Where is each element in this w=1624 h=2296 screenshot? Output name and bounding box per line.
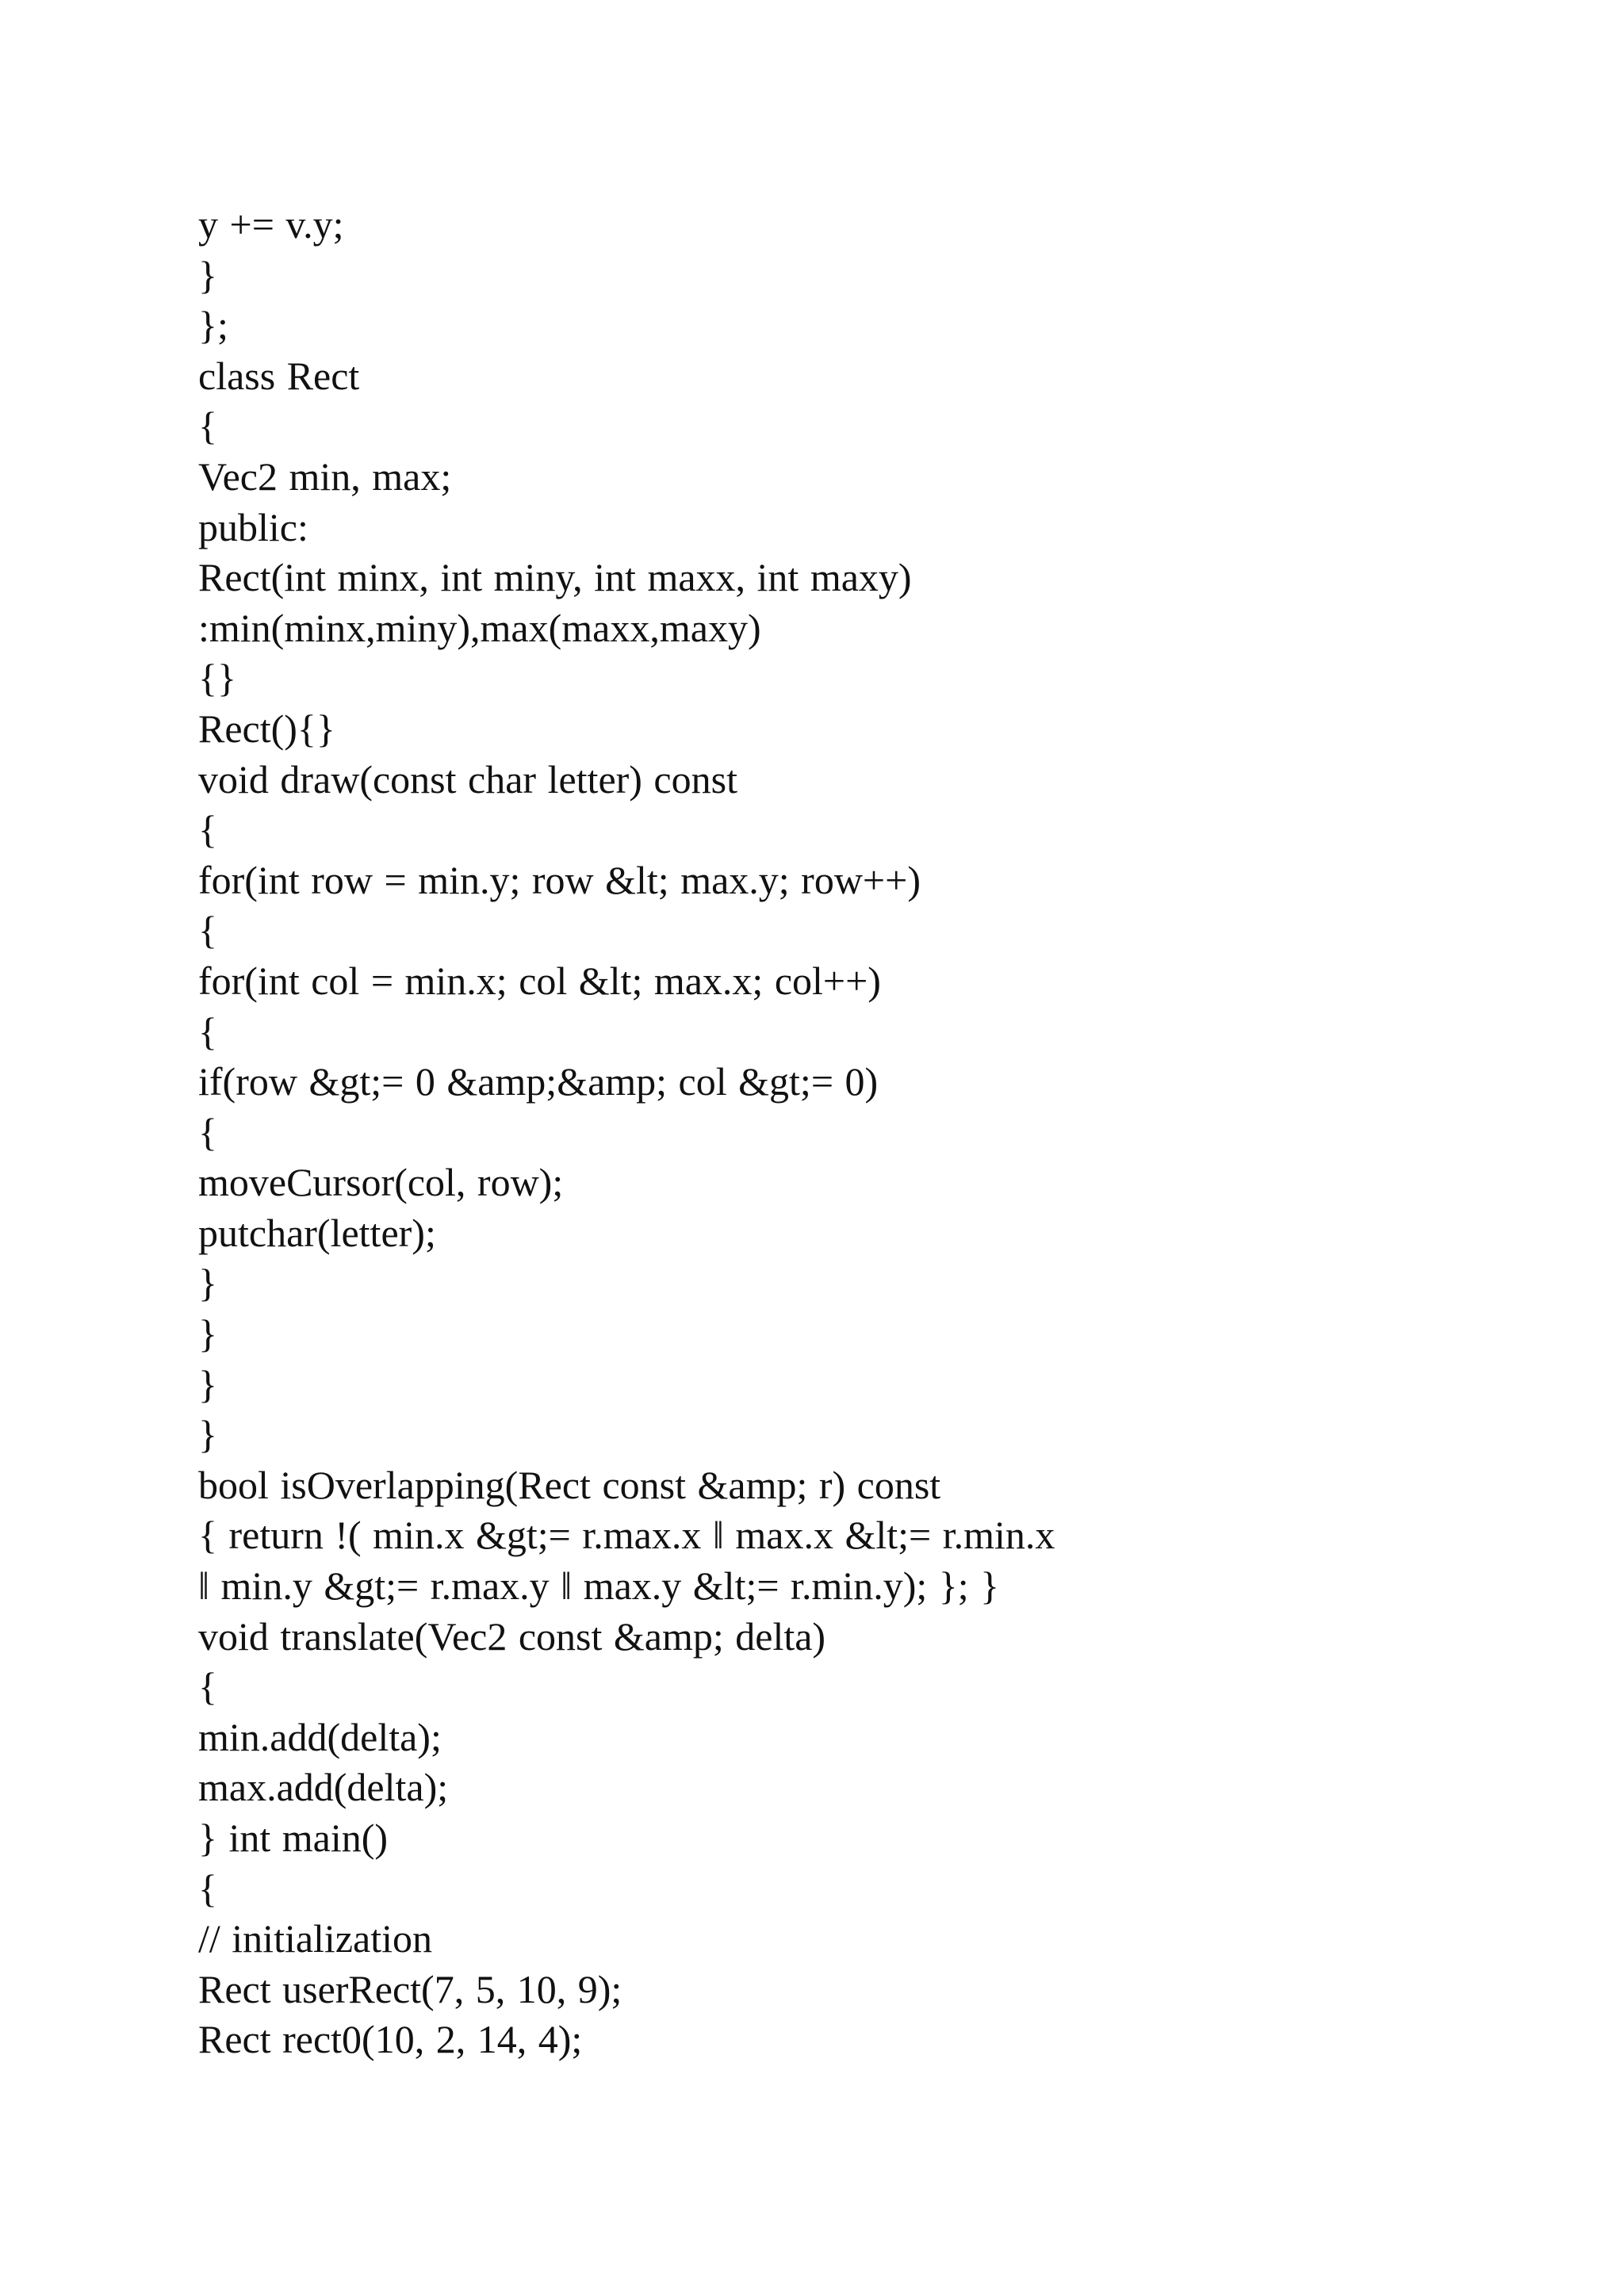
code-line: }	[198, 1311, 217, 1357]
code-line: {	[198, 1866, 217, 1911]
code-line: { return !( min.x &gt;= r.max.x ‖ max.x &lt;= r.min.x	[198, 1513, 1055, 1558]
code-line: {	[198, 1109, 217, 1154]
code-line: {}	[198, 656, 236, 701]
code-line: Rect rect0(10, 2, 14, 4);	[198, 2017, 583, 2062]
code-line: y += v.y;	[198, 202, 344, 247]
code-line: bool isOverlapping(Rect const &amp; r) const	[198, 1462, 941, 1507]
code-line: };	[198, 303, 228, 348]
code-line: } int main()	[198, 1816, 389, 1860]
code-line: min.add(delta);	[198, 1714, 442, 1759]
code-line: }	[198, 1261, 217, 1306]
code-line: ‖ min.y &gt;= r.max.y ‖ max.y &lt;= r.min.y); }; }	[198, 1563, 1000, 1609]
code-line: max.add(delta);	[198, 1765, 449, 1810]
code-line: :min(minx,miny),max(maxx,maxy)	[198, 605, 761, 650]
code-line: }	[198, 1361, 217, 1406]
code-line: if(row &gt;= 0 &amp;&amp; col &gt;= 0)	[198, 1059, 879, 1104]
code-line: {	[198, 807, 217, 852]
code-line: void draw(const char letter) const	[198, 756, 737, 802]
code-line: void translate(Vec2 const &amp; delta)	[198, 1613, 826, 1659]
code-line: class Rect	[198, 353, 360, 398]
code-line: Vec2 min, max;	[198, 453, 452, 499]
code-line: // initialization	[198, 1916, 432, 1961]
code-line: for(int row = min.y; row &lt; max.y; row++)	[198, 857, 921, 902]
code-line: {	[198, 1008, 217, 1054]
code-line: for(int col = min.x; col &lt; max.x; col++)	[198, 958, 881, 1003]
code-line: public:	[198, 504, 308, 549]
code-line: }	[198, 1412, 217, 1457]
code-line: Rect(int minx, int miny, int maxx, int maxy)	[198, 555, 912, 600]
code-listing	[198, 200, 1546, 2065]
code-line: {	[198, 404, 217, 449]
code-line: Rect userRect(7, 5, 10, 9);	[198, 1966, 622, 2011]
code-line: {	[198, 1664, 217, 1709]
code-line: putchar(letter);	[198, 1210, 436, 1255]
code-line: moveCursor(col, row);	[198, 1160, 564, 1205]
code-line: {	[198, 908, 217, 953]
code-line: }	[198, 252, 217, 297]
code-line: Rect(){}	[198, 706, 335, 751]
